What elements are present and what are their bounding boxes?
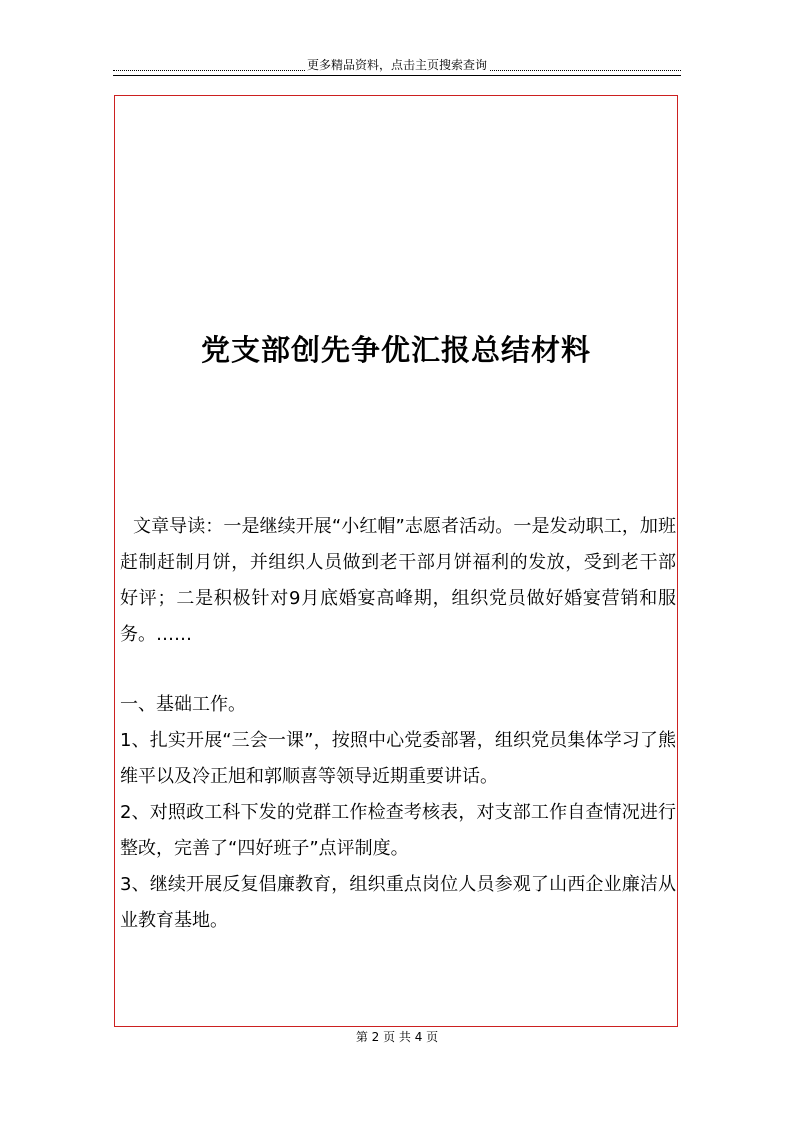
header-text: 更多精品资料，点击主页搜索查询 <box>306 58 487 72</box>
page-number: 第 2 页 共 4 页 <box>355 1030 439 1044</box>
header-rule <box>113 75 681 76</box>
document-title: 党支部创先争优汇报总结材料 <box>200 333 591 367</box>
intro-paragraph: 文章导读：一是继续开展“小红帽”志愿者活动。一是发动职工，加班赶制赶制月饼，并组织人员做到老干部月饼福利的发放，受到老干部好评；二是积极针对9月底婚宴高峰期，组织党员做好婚宴营销和服务。…… <box>120 516 676 645</box>
section-heading: 一、基础工作。 <box>120 694 246 715</box>
list-item: 3、继续开展反复倡廉教育，组织重点岗位人员参观了山西企业廉洁从业教育基地。 <box>120 874 676 931</box>
list-item: 1、扎实开展“三会一课”，按照中心党委部署，组织党员集体学习了熊维平以及冷正旭和郭顺喜等领导近期重要讲话。 <box>120 730 676 787</box>
document-body <box>120 509 676 939</box>
paragraph-spacer <box>120 653 676 687</box>
list-item: 2、对照政工科下发的党群工作检查考核表，对支部工作自查情况进行整改，完善了“四好班子”点评制度。 <box>120 802 676 859</box>
page-header <box>113 58 681 72</box>
